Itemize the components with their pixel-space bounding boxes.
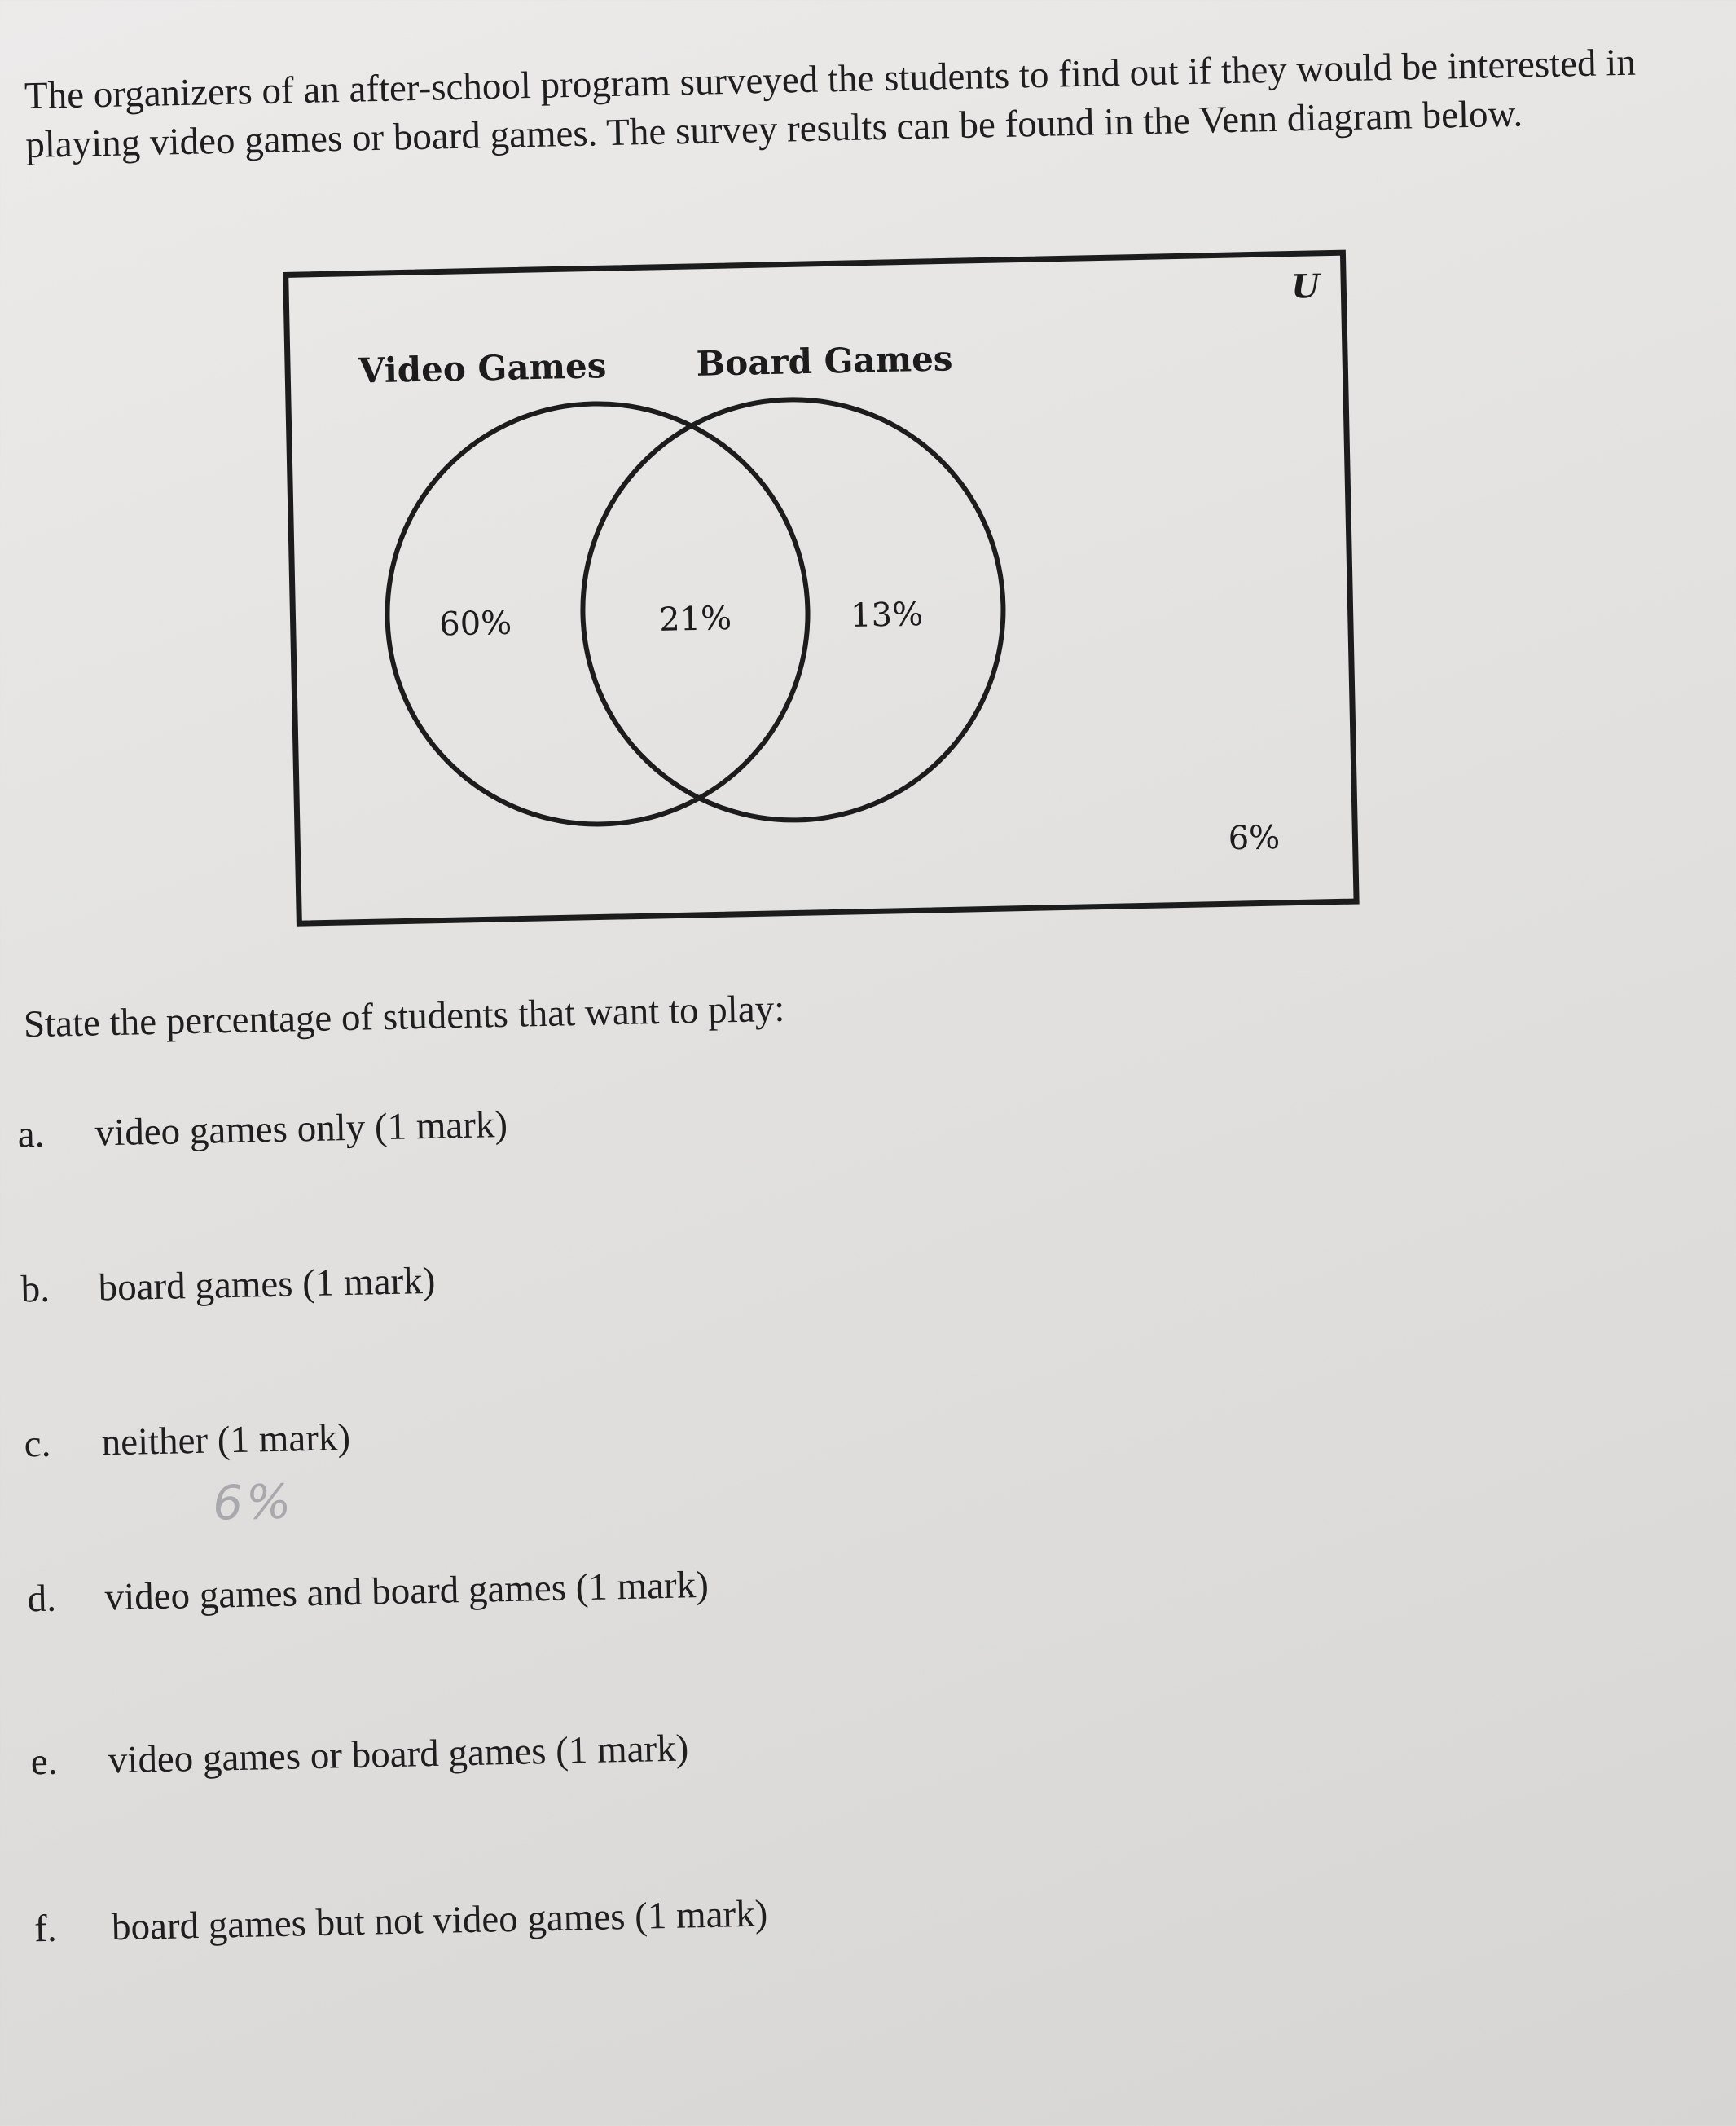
question-prompt: State the percentage of students that want to play: (23, 987, 785, 1046)
question-letter: d. (27, 1577, 57, 1621)
set-b-circle (578, 395, 1008, 825)
region-neither-value: 6% (1228, 818, 1281, 858)
question-e (30, 1726, 689, 1784)
question-text: board games (1 mark) (98, 1259, 436, 1309)
question-c (24, 1415, 350, 1466)
region-only-b-value: 13% (850, 596, 924, 635)
question-letter: b. (20, 1267, 51, 1311)
question-a (17, 1103, 508, 1157)
question-text: video games and board games (1 mark) (104, 1563, 710, 1619)
question-text: video games only (1 mark) (94, 1103, 508, 1155)
question-f (34, 1891, 768, 1951)
universe-label: U (1290, 266, 1321, 306)
question-letter: f. (33, 1907, 58, 1951)
region-only-a-value: 60% (438, 604, 512, 644)
question-text: board games but not video games (1 mark) (111, 1892, 768, 1949)
question-d (27, 1563, 709, 1622)
question-text: video games or board games (1 mark) (108, 1727, 689, 1782)
question-letter: c. (24, 1422, 51, 1466)
question-text: neither (1 mark) (101, 1416, 351, 1464)
region-both-value: 21% (658, 600, 732, 639)
handwritten-answer-c: 6% (212, 1473, 295, 1531)
set-a-label: Video Games (358, 346, 607, 391)
intro-paragraph: The organizers of an after-school program surveyed the students to find out if they would be interested in playing video games or board games. The survey results can be found in the Venn diagram below. (24, 41, 1637, 167)
venn-svg (281, 248, 1362, 928)
venn-diagram (281, 248, 1362, 928)
set-b-label: Board Games (696, 338, 953, 384)
question-b (20, 1259, 436, 1312)
question-letter: e. (30, 1740, 59, 1784)
question-letter: a. (17, 1112, 45, 1156)
